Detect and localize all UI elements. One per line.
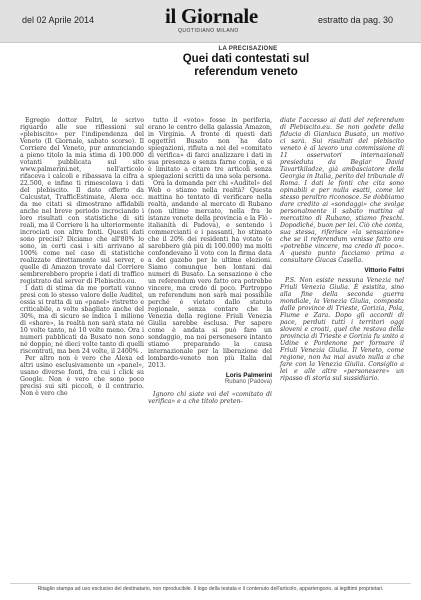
clipping-header (0, 0, 421, 43)
article-headline: Quei dati contestati sul referendum veneto (182, 53, 310, 78)
article (18, 44, 408, 580)
letter-column-1 (20, 117, 144, 397)
reply-paragraph: Ignoro chi siate voi del «comitato di verifica» e a che titolo preten- (148, 391, 272, 405)
reply-signature: Vittorio Feltri (364, 267, 404, 274)
letter-column-2 (148, 117, 272, 405)
letter-paragraph: tutto il «voto» fosse in periferia, erano le centro della galassia Amazon, in Virginia. A fronte di questi dati oggettivi Busato non ha dato spiegazioni, rifiuta a noi del «comitato di verifica» di farci analizzare i dati in sua presenza e senza farne copia, e si è limitato a citare tre articoli senza spiegazioni scritti da una sola persona. (148, 117, 272, 180)
letter-paragraph: Ora la domanda per chi «Auditel» del Web o stiamo nella realtà? Questa mattina ho tentato di verificare nella realtà, andando al mercato di Rubano (non ultimo mercato, nella fra le istanze venete della provincia e la Flò - italianità di Padova), e sentendo i commercianti e i passanti, ho stimato che il 20% dei residenti ha votato (e sarebbero già più di 100.000) ma molti confondevano il voto con la firma data a dei gazebo per le ultime elezioni. Siamo comunque ben lontani dai numeri di Busato. La sensazione è che un referendum vero fatto ora potrebbe vincere, ma credo di poco. Purtroppo un referendum non sarà mai possibile perché è vietato dallo statuto regionale, senza contare che la Venezia della regione Friuli Venezia Giulia sarebbe esclusa. Per sapere come è andata si può fare un sondaggio, ma noi personesere intanto stiamo preparando la causa internazionale per la liberazione del lombardo-veneto non più Italia dal 2013. (148, 180, 272, 369)
page-extract: estratto da pag. 30 (318, 15, 394, 25)
reply-paragraph: diate l'accesso ai dati del referendum di Plebiscito.eu. Se non godete della fiducia di Gianluca Busato, un motivo ci sarà. Sui risultati del plebiscito veneto è al lavoro una commissione di 11 osservatori internazionali presieduta da Beglar David Tavartkiladze, già ambasciatore della Georgia in Italia, perito del tribunale di Roma. I dati le fonti che cita sono opinabili e per nulla esatti, come lei stesso peraltro riconosce. Se dobbiamo dare credito ai «sondaggi» che svolge personalmente il sabato mattina al mercatino di Rubano, stiamo freschi. Dopodiché, buon per lei. Ciò che conta, sua stessa, riferisce «la sensazione» che se il referendum venisse fatto ora «potrebbe vincere, ma credo di poco». A questo punto facciamo prima a consultare Giucas Casella. (280, 117, 404, 264)
letter-paragraph: Egregio dottor Feltri, le scrivo riguardo alle sue riflessioni sul «plebiscito» per l'indipendenza del Veneto (Il Giornale, sabato scorso). Il Corriere del Veneto, pur annunciando a pieno titolo la mia stima di 100.000 votanti pubblicata sul sito www.palmerini.net, nell'articolo rifaceva i calcoli e ribassava la cifra a 22.500, e infine ti rimescolava i dati del plebiscito. Il dato offerto da Calcustat, TrafficEstimate, Alexa ecc. da me citati si dimostrano affidabili anche nel breve periodo incrociando i loro risultati con statistiche di siti reali, ma il Corriere li ha ulteriormente incrociati con altre fonti. Questi dati sono precisi? Diciamo che all'80% lo sono, in certi casi i siti arrivano al 100% come nel caso di statistiche realizzate direttamente sul server, e quelle di Amazon trovate dal Corriere sembrerebbero proprie i dati di traffico registrato dal server di Plebiscito.eu. (20, 117, 144, 285)
letter-signature: Loris Palmerini (225, 372, 272, 379)
letter-paragraph: Per altro non è vero che Alexa ed altri usino esclusivamente un «panel», usano diverse fonti, fra cui i click su Google. Non è vero che sono poco precisi sui siti piccoli, è il contrario. Non è vero che (20, 355, 144, 397)
letter-paragraph: I dati di stima da me portati vanno presi con lo stesso valore delle Auditel, ossia si tratta di un «panel» ristretto e criticabile, a volte sbagliato anche del 30%, ma di sicuro se indica 1 milione di «share», la realtà non sarà stata né 10 volte tanto, né 10 volte meno. Ora i numeri pubblicati da Busato non sono né doppio, né dieci volte tanto di quelli riscontrati, ma ben 24 volte, il 2400% . (20, 285, 144, 355)
letter-signature-location: Rubano (Padova) (224, 379, 272, 385)
newspaper-edition: QUOTIDIANO MILANO (178, 28, 239, 34)
clipping-date: del 02 Aprile 2014 (22, 15, 95, 25)
clipping-footer-notice: Ritaglio stampa ad uso esclusivo del destinatario, non riproducibile. Il logo della testata e il contenuto dell'articolo, appartengono, ai legittimi proprietari. (37, 586, 384, 592)
article-kicker: LA PRECISAZIONE (218, 46, 278, 52)
newspaper-logo: il Giornale (165, 4, 258, 28)
footer-divider (10, 583, 411, 584)
reply-column (280, 117, 404, 382)
postscript-paragraph: P.S. Non esiste nessuna Venezia nel Friuli Venezia Giulia. È esistita, sino alla fine della seconda guerra mondiale, la Venezia Giulia, composta dalle province di Trieste, Gorizia, Pola, Fiume e Zara. Dopo gli accordi di pace, perduti tutti i territori oggi sloveni e croati, quel che restava della provincia di Trieste e Gorizia fu unito a Udine e Pordenone per formare il Friuli Venezia Giulia. Il Veneto, come regione, non ha mai avuto nulla a che fare con la Venezia Giulia. Consiglio a lei e alle altre «personesere» un ripasso di storia sul sussidiario. (280, 277, 404, 382)
